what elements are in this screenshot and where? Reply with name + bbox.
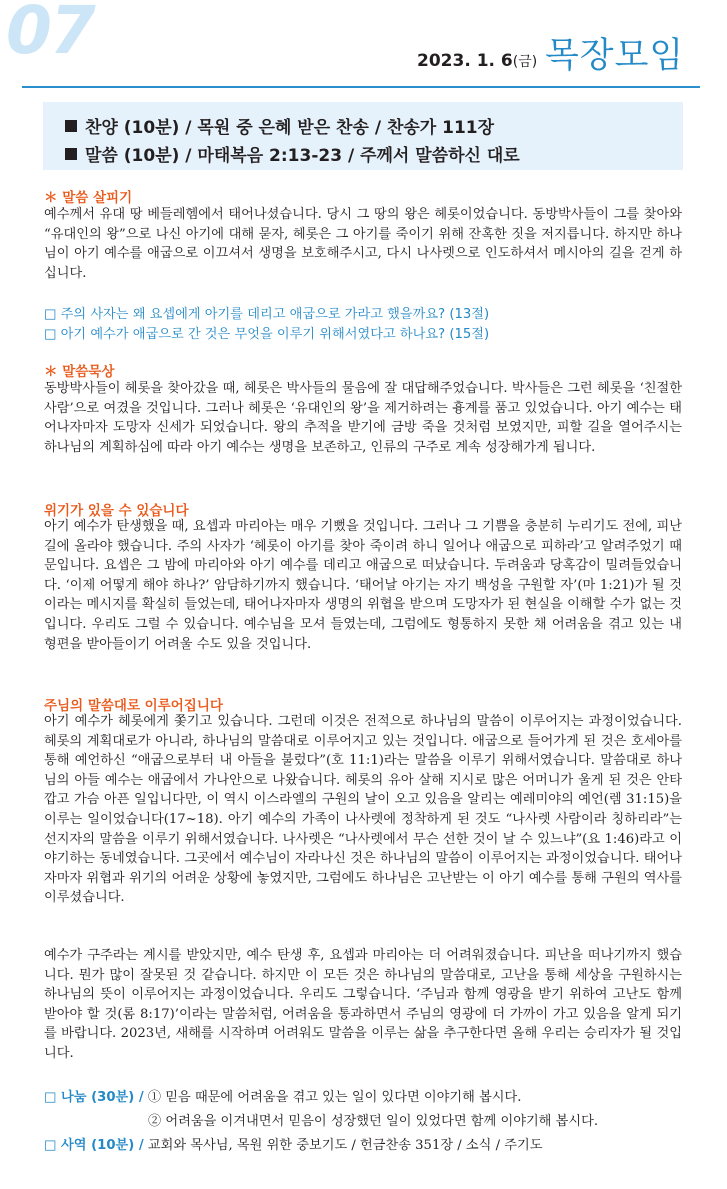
section-body-conclusion: 예수가 구주라는 계시를 받았지만, 예수 탄생 후, 요셉과 마리아는 더 어려워졌습니다. 피난을 떠나기까지 했습니다. 뭔가 많이 잘못된 것 같습니다. 하지만 이 모든 것은 하나님의 말씀대로, 고난을 통해 세상을 구원하시는 하나님의 뜻이 이루어지는 과정이었습니다. 우리도 그렇습니다. ‘주님과 함께 영광을 받기 위하여 고난도 함께 받아야 할 것(롬 8:17)’이라는 말씀처럼, 어려움을 통과하면서 주님의 영광에 더 가까이 가고 있음을 알게 되기를 바랍니다. 2023년, 새해를 시작하며 어려워도 말씀을 이루는 삶을 추구한다면 올해 우리는 승리자가 될 것입니다. — [44, 948, 682, 1061]
page-number: 07 — [6, 0, 94, 69]
ministry-label: □ 사역 (10분) / — [44, 1138, 144, 1153]
share-question: ② 어려움을 이겨내면서 믿음이 성장했던 일이 있었다면 함께 이야기해 봅시다. — [148, 1114, 599, 1129]
agenda-box — [43, 102, 683, 170]
share-question: ① 믿음 때문에 어려움을 겪고 있는 일이 있다면 이야기해 봅시다. — [147, 1090, 522, 1105]
section-body-meditation: 동방박사들이 헤롯을 찾아갔을 때, 헤롯은 박사들의 물음에 잘 대답해주었습니다. 박사들은 그런 헤롯을 ‘친절한 사람’으로 여겼을 것입니다. 그러나 헤롯은 ‘유대인의 왕’을 제거하려는 흉계를 품고 있었습니다. 아기 예수는 태어나자마자 도망자 신세가 되었습니다. 왕의 추적을 받기에 금방 죽을 것처럼 보였지만, 피할 길을 열어주시는 하나님의 계획하심에 따라 아기 예수는 생명을 보존하고, 인류의 구주로 계속 성장해가게 됩니다. — [44, 381, 682, 455]
agenda-text: 찬양 (10분) / 목원 중 은혜 받은 찬송 / 찬송가 111장 — [85, 118, 495, 138]
share-row — [44, 1086, 521, 1105]
section-heading-crisis: 위기가 있을 수 있습니다 — [44, 503, 189, 519]
page-title: 목장모임 — [545, 36, 685, 76]
meeting-date — [417, 51, 537, 71]
agenda-text: 말씀 (10분) / 마태복음 2:13-23 / 주께서 말씀하신 대로 — [85, 146, 520, 166]
section-heading-meditation: ＊ 말씀묵상 — [44, 364, 115, 380]
question-item: □ 주의 사자는 왜 요셉에게 아기를 데리고 애굽으로 가라고 했을까요? (13절) — [44, 307, 490, 322]
section-body-fulfilled: 아기 예수가 헤롯에게 쫓기고 있습니다. 그런데 이것은 전적으로 하나님의 말씀이 이루어지는 과정이었습니다. 헤롯의 계획대로가 아니라, 하나님의 말씀대로 이루어지고 있는 것입니다. 애굽으로 들어가게 된 것은 호세아를 통해 예언하신 “애굽으로부터 내 아들을 불렀다”(호 11:1)라는 말씀을 이루기 위해서였습니다. 말씀대로 하나님의 아들 예수는 애굽에서 가나안으로 나왔습니다. 헤롯의 유아 살해 지시로 많은 어머니가 울게 된 것은 안타깝고 가슴 아픈 일입니다만, 이 역시 이스라엘의 구원의 날이 오고 있음을 알리는 예레미야의 예언(렘 31:15)을 이루는 일이었습니다(17~18). 아기 예수의 가족이 나사렛에 정착하게 된 것도 “나사렛 사람이라 칭하리라”는 선지자의 말씀을 이루기 위해서였습니다. 나사렛은 “나사렛에서 무슨 선한 것이 날 수 있느냐”(요 1:46)라고 이야기하는 동네였습니다. 그곳에서 예수님이 자라나신 것은 하나님의 말씀이 이루어지는 과정이었습니다. 태어나자마자 위협과 위기의 어려운 상황에 놓였지만, 그럼에도 하나님은 고난받는 이 아기 예수를 통해 구원의 역사를 이루셨습니다. — [44, 714, 682, 906]
square-bullet-icon — [65, 120, 77, 132]
date-day: (금) — [512, 54, 538, 70]
agenda-item — [65, 141, 520, 166]
ministry-text: 교회와 목사님, 목원 위한 중보기도 / 헌금찬송 351장 / 소식 / 주기도 — [147, 1138, 543, 1153]
section-heading-fulfilled: 주님의 말씀대로 이루어집니다 — [44, 698, 223, 714]
agenda-item — [65, 113, 494, 138]
ministry-row — [44, 1134, 542, 1153]
date-text: 2023. 1. 6 — [417, 51, 513, 71]
square-bullet-icon — [65, 148, 77, 160]
section-heading-look: ＊ 말씀 살피기 — [44, 190, 133, 206]
section-body-look: 예수께서 유대 땅 베들레헴에서 태어나셨습니다. 당시 그 땅의 왕은 헤롯이었습니다. 동방박사들이 그를 찾아와 “유대인의 왕”으로 나신 아기에 대해 묻자, 헤롯은 그 아기를 죽이기 위해 잔혹한 짓을 저지릅니다. 하지만 하나님이 아기 예수를 애굽으로 이끄셔서 생명을 보호해주시고, 다시 나사렛으로 인도하셔서 메시아의 길을 걷게 하십니다. — [44, 207, 682, 281]
header-divider — [22, 86, 700, 88]
section-body-crisis: 아기 예수가 탄생했을 때, 요셉과 마리아는 매우 기뻤을 것입니다. 그러나 그 기쁨을 충분히 누리기도 전에, 피난길에 올라야 했습니다. 주의 사자가 ‘헤롯이 아기를 찾아 죽이려 하니 일어나 애굽으로 피하라’고 알려주었기 때문입니다. 요셉은 그 밤에 마리아와 아기 예수를 데리고 애굽으로 떠났습니다. 두려움과 당혹감이 밀려들었습니다. ‘이제 어떻게 해야 하나?’ 암담하기까지 했습니다. ‘태어날 아기는 자기 백성을 구원할 자’(마 1:21)가 될 것이라는 메시지를 확실히 들었는데, 태어나자마자 생명의 위협을 받으며 도망자가 된 현실을 이해할 수가 없는 것입니다. 우리도 그럴 수 있습니다. 예수님을 모셔 들였는데, 그럼에도 형통하지 못한 채 어려움을 겪고 있는 내 형편을 받아들이기 어려울 수도 있을 것입니다. — [44, 519, 682, 652]
question-item: □ 아기 예수가 애굽으로 간 것은 무엇을 이루기 위해서였다고 하나요? (15절) — [44, 327, 490, 342]
share-label: □ 나눔 (30분) / — [44, 1090, 144, 1105]
